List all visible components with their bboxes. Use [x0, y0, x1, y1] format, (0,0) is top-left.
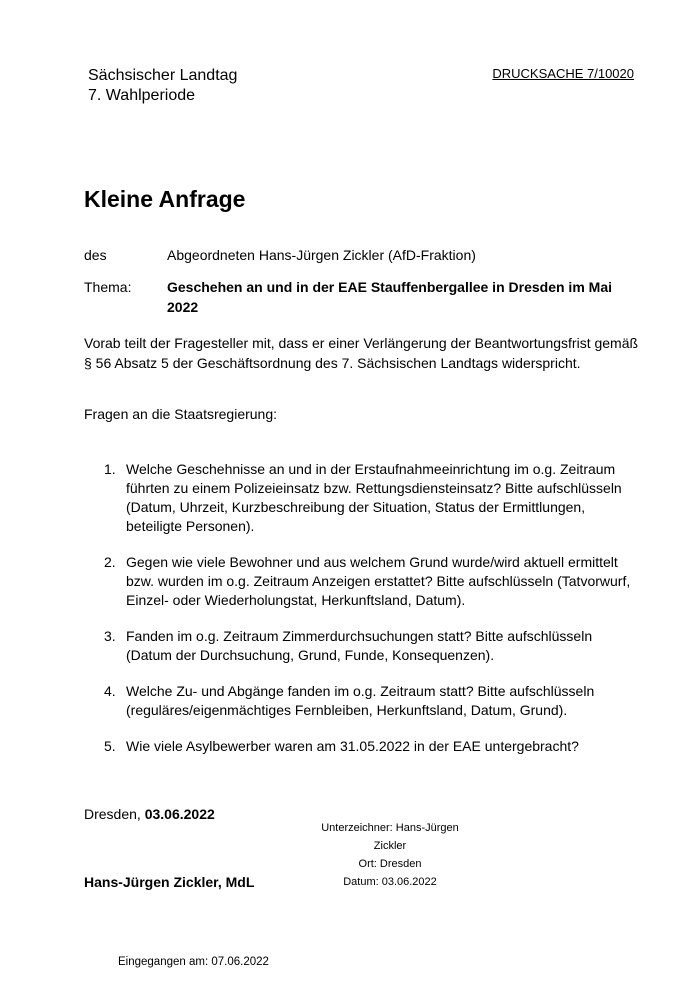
signer-name: Hans-Jürgen Zickler, MdL	[84, 874, 255, 890]
closing-date-line	[84, 806, 215, 822]
question-text: Fanden im o.g. Zeitraum Zimmerdurchsuchungen statt? Bitte aufschlüsseln (Datum der Durchsuchung, Grund, Funde, Konsequenzen).	[126, 628, 593, 663]
received-date: Eingegangen am: 07.06.2022	[118, 956, 269, 968]
question-item	[104, 553, 634, 610]
question-item	[104, 627, 634, 665]
document-title: Kleine Anfrage	[84, 186, 246, 212]
questions-list	[104, 460, 634, 773]
question-number: 3.	[104, 628, 116, 644]
thema-value: Geschehen an und in der EAE Stauffenbergallee in Dresden im Mai 2022	[167, 279, 612, 315]
questions-intro: Fragen an die Staatsregierung:	[84, 406, 278, 422]
stamp-place: Ort: Dresden	[358, 858, 422, 870]
stamp-signer-line-cont: Zickler	[373, 840, 407, 852]
des-label: des	[84, 247, 107, 263]
question-text: Wie viele Asylbewerber waren am 31.05.2022 in der EAE untergebracht?	[126, 738, 579, 754]
legislative-period: 7. Wahlperiode	[88, 87, 196, 104]
question-number: 2.	[104, 554, 116, 570]
closing-place: Dresden,	[84, 806, 145, 822]
question-number: 5.	[104, 738, 116, 754]
stamp-date: Datum: 03.06.2022	[343, 876, 437, 888]
question-number: 1.	[104, 461, 116, 477]
closing-date: 03.06.2022	[144, 806, 215, 822]
stamp-signer-line: Unterzeichner: Hans-Jürgen	[321, 822, 459, 834]
question-text: Welche Geschehnisse an und in der Erstaufnahmeeinrichtung im o.g. Zeitraum führten zu einem Polizeieinsatz bzw. Rettungsdiensteinsatz? Bitte aufschlüsseln (Datum, Uhrzeit, Kurzbeschreibung der Situation, Status der Ermittlungen, beteiligte Personen).	[126, 461, 622, 534]
question-item	[104, 682, 634, 720]
question-item	[104, 460, 634, 536]
thema-label: Thema:	[84, 279, 132, 295]
question-text: Welche Zu- und Abgänge fanden im o.g. Zeitraum statt? Bitte aufschlüsseln (reguläres/eigenmächtiges Fernbleiben, Herkunftsland, Datum, Grund).	[126, 683, 595, 718]
question-item	[104, 737, 634, 756]
question-text: Gegen wie viele Bewohner und aus welchem Grund wurde/wird aktuell ermittelt bzw. wurden im o.g. Zeitraum Anzeigen erstattet? Bitte aufschlüsseln (Tatvorwurf, Einzel- oder Wiederholungstat, Herkunftsland, Datum).	[126, 554, 631, 608]
signature-stamp	[300, 819, 480, 891]
question-number: 4.	[104, 683, 116, 699]
institution-name: Sächsischer Landtag	[88, 67, 238, 84]
des-value: Abgeordneten Hans-Jürgen Zickler (AfD-Fraktion)	[167, 247, 476, 263]
drucksache-number: DRUCKSACHE 7/10020	[492, 66, 634, 81]
header-institution-block	[88, 66, 237, 106]
vorab-paragraph: Vorab teilt der Fragesteller mit, dass er einer Verlängerung der Beantwortungsfrist gemäß § 56 Absatz 5 der Geschäftsordnung des 7. Sächsischen Landtags widerspricht.	[84, 335, 639, 371]
